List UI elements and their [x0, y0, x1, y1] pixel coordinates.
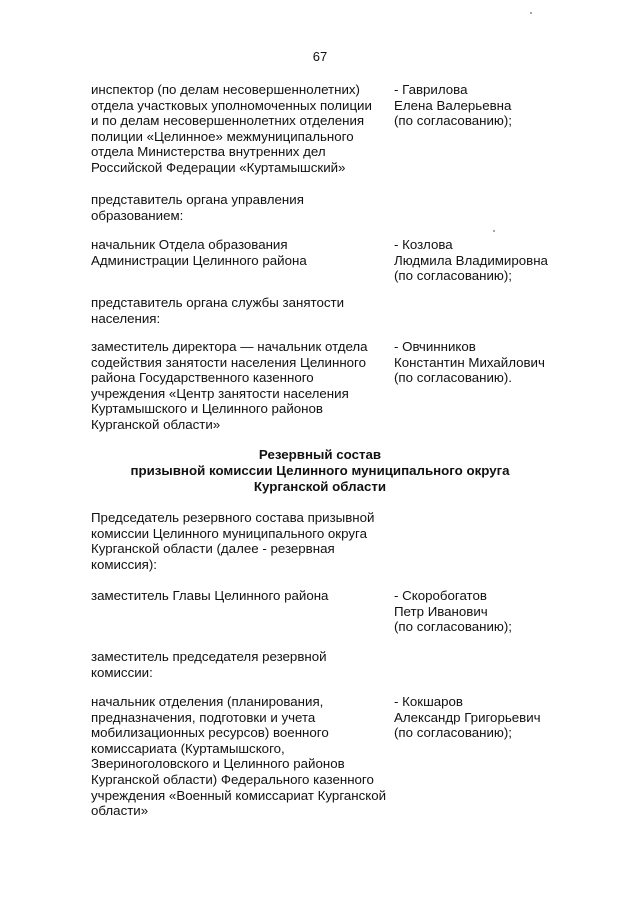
reserve-chairman-text: Председатель резервного состава призывной комиссии Целинного муниципального округа Курганской области (далее - резервная комиссия):	[91, 510, 375, 572]
member-kozlova: - Козлова Людмила Владимировна (по согласованию);	[394, 237, 548, 284]
member-skorobogatov: - Скоробогатов Петр Иванович (по согласованию);	[394, 588, 512, 635]
section-heading: Резервный состав призывной комиссии Целинного муниципального округа Курганской области	[130, 447, 510, 494]
position-deputy-head: заместитель Главы Целинного района	[91, 588, 329, 603]
scan-speck	[493, 230, 495, 232]
label-education-rep: представитель органа управления образованием:	[91, 192, 304, 223]
position-mobilization-head: начальник отделения (планирования, предназначения, подготовки и учета мобилизационных ресурсов) военного комиссариата (Куртамышского, Звериноголовского и Целинного районов Курганской области) Федерального казенного учреждения «Военный комиссариат Курганской области»	[91, 694, 387, 819]
position-education-head: начальник Отдела образования Администрации Целинного района	[91, 237, 307, 268]
member-koksharov: - Кокшаров Александр Григорьевич (по согласованию);	[394, 694, 541, 741]
page-number: 67	[312, 49, 328, 64]
scan-speck	[530, 12, 532, 14]
member-ovchinnikov: - Овчинников Константин Михайлович (по согласованию).	[394, 339, 545, 386]
position-employment-deputy: заместитель директора — начальник отдела содействия занятости населения Целинного района Государственного казенного учреждения «Центр занятости населения Куртамышского и Целинного районов Курганской области»	[91, 339, 368, 432]
label-employment-rep: представитель органа службы занятости населения:	[91, 295, 345, 326]
position-juvenile-inspector: инспектор (по делам несовершеннолетних) отдела участковых уполномоченных полиции и по делам несовершеннолетних отделения полиции «Целинное» межмуниципального отдела Министерства внутренних дел Российской Федерации «Куртамышский»	[91, 82, 372, 175]
member-gavrilova: - Гаврилова Елена Валерьевна (по согласованию);	[394, 82, 512, 129]
label-deputy-chairman: заместитель председателя резервной комиссии:	[91, 649, 327, 680]
